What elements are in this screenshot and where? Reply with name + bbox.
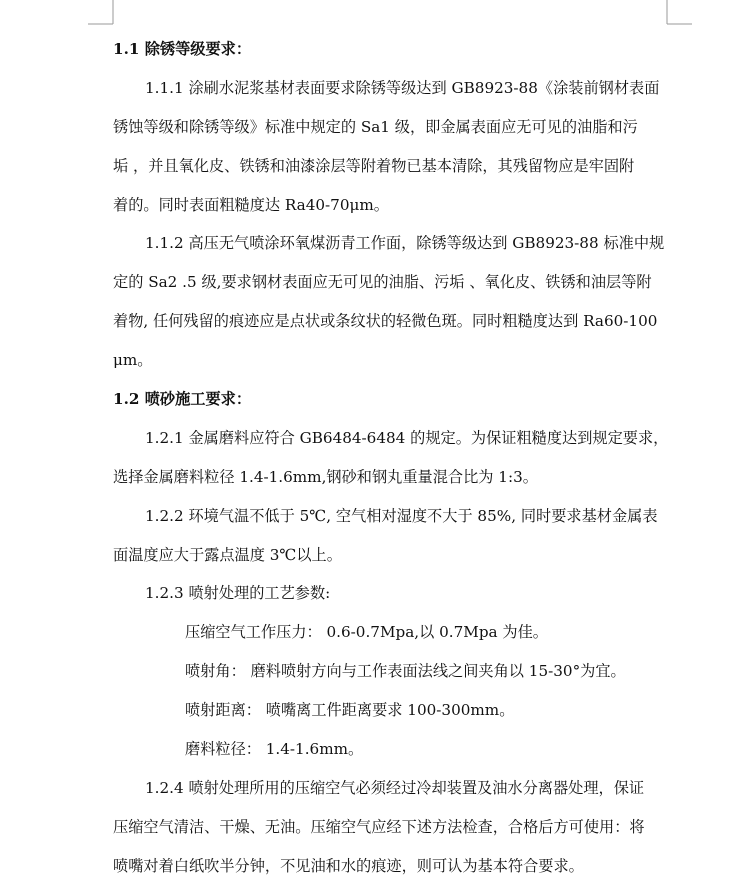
paragraph-line: 压缩空气清洁、干燥、无油。压缩空气应经下述方法检查，合格后方可使用：将 <box>113 817 645 836</box>
process-parameters-list <box>113 613 669 769</box>
paragraph-line: 着物, 任何残留的痕迹应是点状或条纹状的轻微色斑。同时粗糙度达到 Ra60-100 <box>113 312 658 331</box>
paragraph-line: 1.1.2 高压无气喷涂环氧煤沥青工作面，除锈等级达到 GB8923-88 标准中规 <box>145 234 665 253</box>
document-body <box>113 30 669 886</box>
paragraph-1-1-2 <box>113 224 669 380</box>
page-corner-marks <box>0 0 741 30</box>
paragraph-line: 1.1.1 涂刷水泥浆基材表面要求除锈等级达到 GB8923-88《涂装前钢材表面 <box>145 78 660 97</box>
paragraph-1-1-1 <box>113 69 669 225</box>
paragraph-line: 1.2.1 金属磨料应符合 GB6484-6484 的规定。为保证粗糙度达到规定要求， <box>145 428 669 447</box>
section-heading-1-2: 1.2 喷砂施工要求： <box>113 390 252 409</box>
paragraph-line: 1.2.3 喷射处理的工艺参数: <box>145 584 331 603</box>
paragraph-line: 着的。同时表面粗糙度达 Ra40-70μm。 <box>113 195 389 214</box>
paragraph-1-2-4 <box>113 769 669 886</box>
paragraph-1-2-3 <box>113 574 669 613</box>
param-air-pressure: 压缩空气工作压力： 0.6-0.7Mpa,以 0.7Mpa 为佳。 <box>185 623 548 642</box>
param-spray-distance: 喷射距离： 喷嘴离工件距离要求 100-300mm。 <box>185 701 515 720</box>
section-heading-1-1: 1.1 除锈等级要求： <box>113 40 252 58</box>
paragraph-line: 锈蚀等级和除锈等级》标准中规定的 Sa1 级，即金属表面应无可见的油脂和污 <box>113 117 638 136</box>
paragraph-1-2-1 <box>113 419 669 497</box>
param-abrasive-size: 磨料粒径： 1.4-1.6mm。 <box>185 740 364 759</box>
paragraph-line: 面温度应大于露点温度 3℃以上。 <box>113 545 342 564</box>
paragraph-line: 喷嘴对着白纸吹半分钟，不见油和水的痕迹，则可认为基本符合要求。 <box>113 856 584 875</box>
paragraph-line: 1.2.4 喷射处理所用的压缩空气必须经过冷却装置及油水分离器处理，保证 <box>145 778 645 797</box>
paragraph-line: 定的 Sa2 .5 级,要求钢材表面应无可见的油脂、污垢 、氧化皮、铁锈和油层等附 <box>113 273 652 292</box>
paragraph-1-2-2 <box>113 497 669 575</box>
paragraph-line: 选择金属磨料粒径 1.4-1.6mm,钢砂和钢丸重量混合比为 1:3。 <box>113 467 538 486</box>
param-spray-angle: 喷射角： 磨料喷射方向与工作表面法线之间夹角以 15-30°为宜。 <box>185 662 626 681</box>
paragraph-line: 垢 ，并且氧化皮、铁锈和油漆涂层等附着物已基本清除，其残留物应是牢固附 <box>113 156 635 175</box>
paragraph-line: 1.2.2 环境气温不低于 5℃, 空气相对湿度不大于 85%, 同时要求基材金属表 <box>145 506 658 525</box>
paragraph-line: μm。 <box>113 351 153 370</box>
